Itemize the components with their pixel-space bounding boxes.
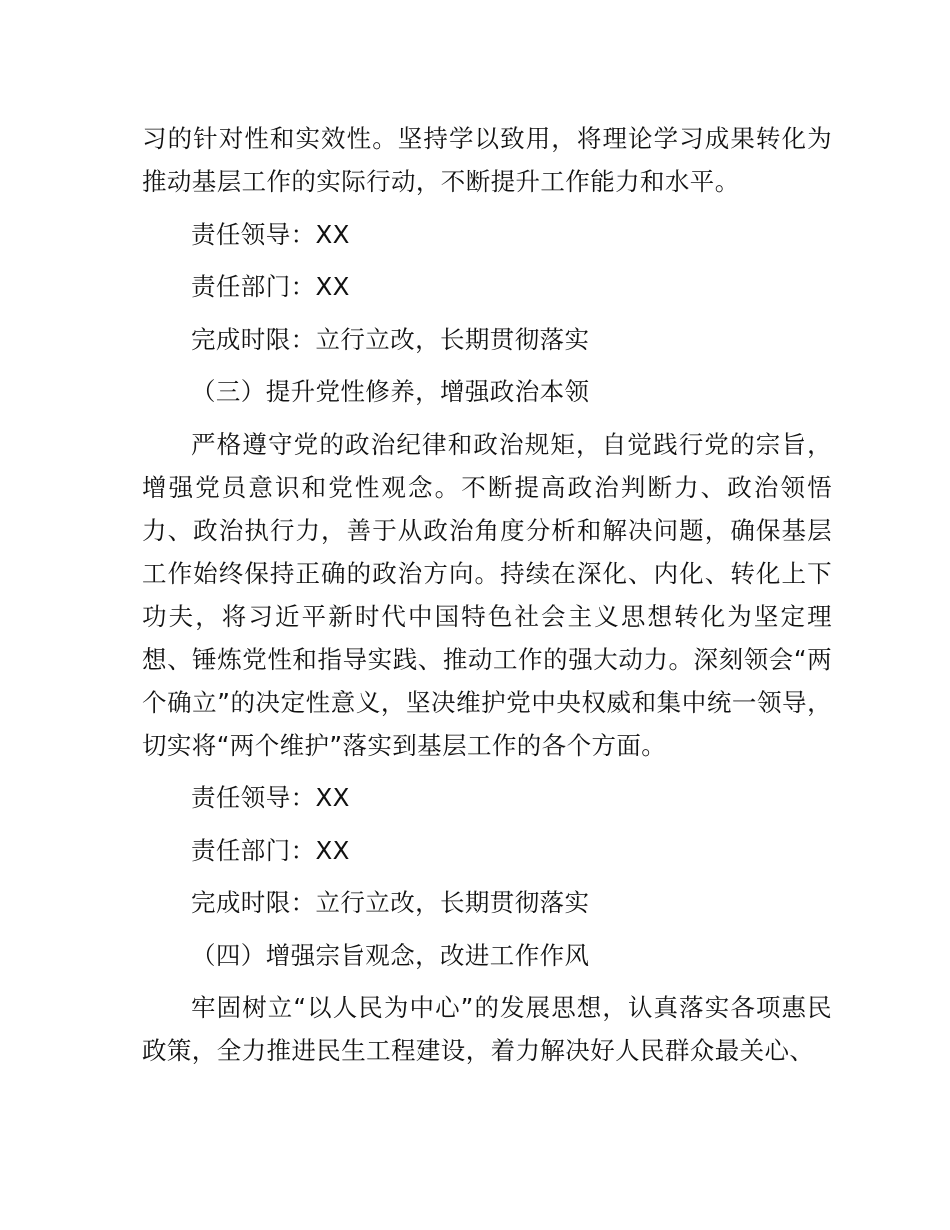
paragraph-continued: 习的针对性和实效性。坚持学以致用，将理论学习成果转化为推动基层工作的实际行动，不断提升工作能力和水平。 [142,124,832,196]
responsible-leader-field: 责任领导：XX [191,219,350,249]
responsible-department-field: 责任部门：XX [191,835,350,865]
responsible-leader-field: 责任领导：XX [191,783,350,812]
section-heading-3: （三）提升党性修养，增强政治本领 [191,377,590,406]
body-paragraph: 牢固树立“以人民为中心”的发展思想，认真落实各项惠民政策，全力推进民生工程建设，着力解决好人民群众最关心、 [142,993,832,1065]
responsible-department-field: 责任部门：XX [191,272,350,301]
document-body [142,117,832,1082]
body-paragraph: 严格遵守党的政治纪律和政治规矩，自觉践行党的宗旨，增强党员意识和党性观念。不断提高政治判断力、政治领悟力、政治执行力，善于从政治角度分析和解决问题，确保基层工作始终保持正确的政治方向。持续在深化、内化、转化上下功夫，将习近平新时代中国特色社会主义思想转化为坚定理想、锤炼党性和指导实践、推动工作的强大动力。深刻领会“两个确立”的决定性意义，坚决维护党中央权威和集中统一领导，切实将“两个维护”落实到基层工作的各个方面。 [142,429,832,760]
deadline-field: 完成时限：立行立改，长期贯彻落实 [191,888,590,917]
deadline-field: 完成时限：立行立改，长期贯彻落实 [191,324,590,354]
section-heading-4: （四）增强宗旨观念，改进工作作风 [191,940,590,970]
